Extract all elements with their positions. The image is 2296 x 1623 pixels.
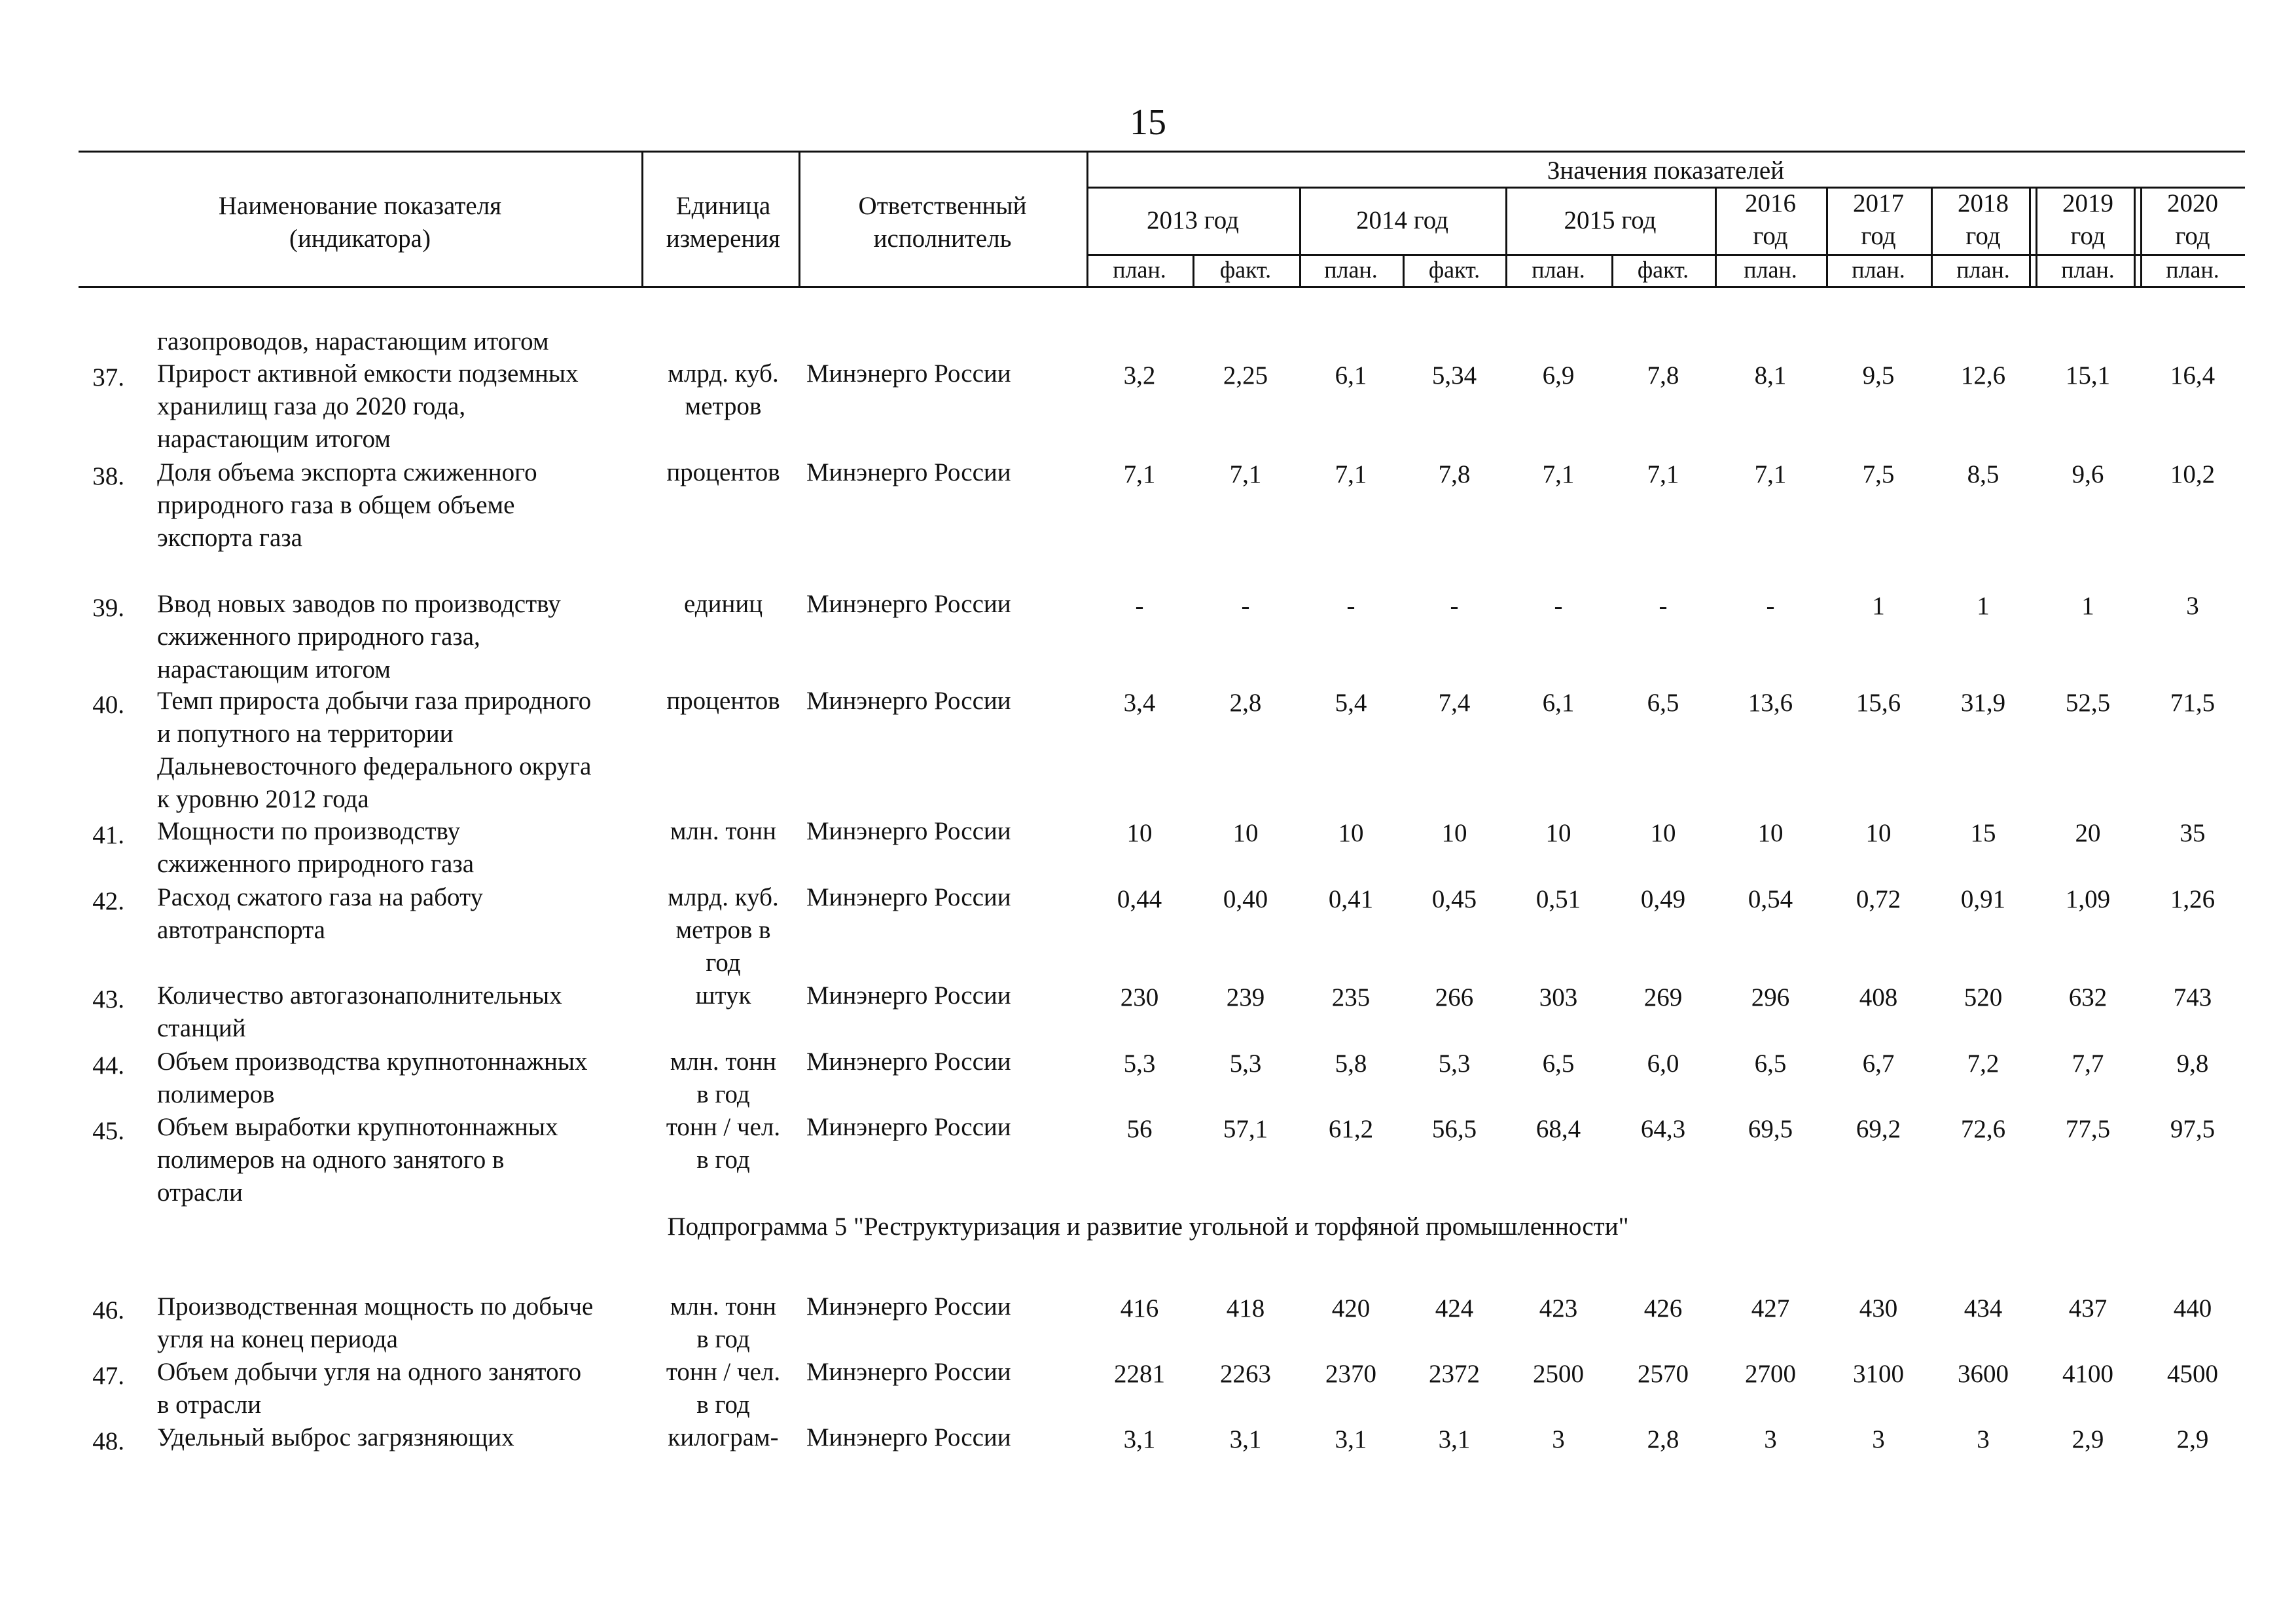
value-cell: 16,4: [2170, 361, 2215, 390]
row-number: 42.: [92, 887, 124, 915]
value-cell: 15,1: [2065, 361, 2111, 390]
value-cell: 10: [1545, 819, 1571, 847]
indicator-name: полимеров: [157, 1080, 275, 1108]
value-cell: -: [1450, 592, 1459, 620]
value-cell: 6,7: [1862, 1049, 1895, 1078]
value-cell: 3: [1552, 1425, 1565, 1453]
year-header-4: 2017: [1853, 189, 1904, 217]
value-cell: 8,1: [1754, 361, 1787, 390]
unit-cell: млрд. куб.: [668, 883, 779, 911]
value-cell: 1: [1872, 592, 1885, 620]
value-cell: 3,2: [1123, 361, 1156, 390]
unit-cell: млн. тонн: [670, 1292, 777, 1321]
value-cell: 12,6: [1960, 361, 2006, 390]
indicator-name: Дальневосточного федерального округа: [157, 752, 592, 780]
row-number: 38.: [92, 462, 124, 490]
indicator-name: хранилищ газа до 2020 года,: [157, 392, 466, 420]
value-cell: 2,9: [2072, 1425, 2104, 1453]
header-subheads-rule: [1086, 254, 2245, 256]
row-number: 46.: [92, 1296, 124, 1324]
responsible-cell: Минэнерго России: [806, 590, 1011, 618]
responsible-cell: Минэнерго России: [806, 1048, 1011, 1076]
value-cell: 418: [1226, 1294, 1265, 1322]
row-number: 41.: [92, 821, 124, 849]
unit-cell: метров в: [675, 916, 771, 944]
subhead-plan: план.: [2166, 257, 2219, 283]
indicator-name: Объем выработки крупнотоннажных: [157, 1113, 558, 1141]
unit-cell: млн. тонн: [670, 1048, 777, 1076]
responsible-cell: Минэнерго России: [806, 817, 1011, 845]
indicator-name: Объем добычи угля на одного занятого: [157, 1358, 582, 1386]
year-header-word-3: год: [1753, 222, 1788, 250]
unit-cell: единиц: [683, 590, 763, 618]
responsible-cell: Минэнерго России: [806, 1423, 1011, 1451]
value-cell: 7,4: [1438, 689, 1471, 717]
indicator-name: полимеров на одного занятого в: [157, 1146, 505, 1174]
value-cell: 235: [1331, 983, 1371, 1012]
continuation-text: газопроводов, нарастающим итогом: [157, 327, 549, 356]
indicator-name: к уровню 2012 года: [157, 785, 369, 813]
section-title: Подпрограмма 5 "Реструктуризация и развитие угольной и торфяной промышленности": [667, 1213, 1629, 1241]
value-cell: 7,5: [1862, 460, 1895, 488]
subhead-plan: план.: [1744, 257, 1797, 283]
responsible-cell: Минэнерго России: [806, 883, 1011, 911]
value-cell: -: [1346, 592, 1355, 620]
value-cell: 7,7: [2072, 1049, 2104, 1078]
col-name-header-sub: (индикатора): [289, 225, 431, 253]
value-cell: 2570: [1638, 1360, 1689, 1388]
value-cell: 6,1: [1335, 361, 1367, 390]
value-cell: 426: [1643, 1294, 1683, 1322]
value-cell: 2281: [1114, 1360, 1165, 1388]
year-divider: [1826, 187, 1828, 286]
unit-cell: тонн / чел.: [666, 1113, 781, 1141]
value-cell: 0,54: [1748, 885, 1793, 913]
indicator-name: Производственная мощность по добыче: [157, 1292, 594, 1321]
unit-cell: в год: [696, 1391, 750, 1419]
year-header-word-7: год: [2175, 222, 2210, 250]
responsible-cell: Минэнерго России: [806, 1358, 1011, 1386]
value-cell: 3,1: [1438, 1425, 1471, 1453]
col-unit-header-sub: измерения: [666, 225, 781, 253]
value-cell: 10: [1126, 819, 1153, 847]
page-number: 15: [1130, 102, 1166, 143]
value-cell: 1,09: [2065, 885, 2111, 913]
value-cell: 10: [1757, 819, 1784, 847]
value-cell: 269: [1643, 983, 1683, 1012]
value-cell: 6,5: [1647, 689, 1679, 717]
value-cell: 68,4: [1535, 1115, 1581, 1143]
value-cell: 3,1: [1229, 1425, 1262, 1453]
responsible-cell: Минэнерго России: [806, 687, 1011, 715]
value-cell: 3: [1764, 1425, 1777, 1453]
value-cell: 15: [1970, 819, 1996, 847]
unit-cell: процентов: [666, 687, 780, 715]
value-cell: -: [1554, 592, 1563, 620]
rule: [641, 151, 643, 286]
value-cell: 1: [2081, 592, 2094, 620]
value-cell: 5,4: [1335, 689, 1367, 717]
indicator-name: отрасли: [157, 1178, 243, 1207]
value-cell: 56: [1126, 1115, 1153, 1143]
value-cell: 9,6: [2072, 460, 2104, 488]
value-cell: 239: [1226, 983, 1265, 1012]
value-cell: 303: [1539, 983, 1578, 1012]
value-cell: 296: [1751, 983, 1790, 1012]
value-cell: -: [1135, 592, 1144, 620]
indicator-name: природного газа в общем объеме: [157, 491, 515, 519]
value-cell: 7,8: [1438, 460, 1471, 488]
value-cell: 10: [1650, 819, 1676, 847]
unit-cell: млрд. куб.: [668, 359, 779, 388]
year-header-1: 2014 год: [1356, 206, 1448, 234]
value-cell: 7,1: [1647, 460, 1679, 488]
value-cell: 430: [1859, 1294, 1898, 1322]
value-cell: 0,41: [1328, 885, 1374, 913]
year-header-2: 2015 год: [1564, 206, 1657, 234]
value-cell: 69,5: [1748, 1115, 1793, 1143]
value-cell: 423: [1539, 1294, 1578, 1322]
indicator-name: станций: [157, 1014, 246, 1042]
value-cell: 56,5: [1431, 1115, 1477, 1143]
value-cell: 15,6: [1856, 689, 1901, 717]
indicator-name: Расход сжатого газа на работу: [157, 883, 484, 911]
row-number: 45.: [92, 1117, 124, 1145]
value-cell: 427: [1751, 1294, 1790, 1322]
subhead-fact: факт.: [1637, 257, 1689, 283]
value-cell: 520: [1964, 983, 2003, 1012]
value-cell: 10,2: [2170, 460, 2215, 488]
value-cell: 7,1: [1542, 460, 1575, 488]
subhead-plan: план.: [1324, 257, 1378, 283]
subhead-plan: план.: [1956, 257, 2010, 283]
value-cell: 52,5: [2065, 689, 2111, 717]
value-cell: -: [1659, 592, 1668, 620]
value-cell: 0,72: [1856, 885, 1901, 913]
value-cell: 2370: [1325, 1360, 1376, 1388]
year-header-word-4: год: [1861, 222, 1896, 250]
year-header-3: 2016: [1745, 189, 1796, 217]
value-cell: 7,1: [1229, 460, 1262, 488]
value-cell: 4500: [2167, 1360, 2218, 1388]
unit-cell: штук: [695, 981, 751, 1010]
value-cell: 71,5: [2170, 689, 2215, 717]
value-cell: 6,5: [1542, 1049, 1575, 1078]
unit-cell: тонн / чел.: [666, 1358, 781, 1386]
indicator-name: Мощности по производству: [157, 817, 461, 845]
unit-cell: год: [706, 949, 741, 977]
col-name-header: Наименование показателя: [218, 192, 502, 220]
value-cell: 3: [2186, 592, 2199, 620]
indicator-name: нарастающим итогом: [157, 425, 391, 453]
value-cell: -: [1241, 592, 1250, 620]
value-cell: 230: [1120, 983, 1159, 1012]
indicator-name: Доля объема экспорта сжиженного: [157, 458, 537, 486]
value-cell: 434: [1964, 1294, 2003, 1322]
unit-cell: в год: [696, 1146, 750, 1174]
year-divider: [2036, 187, 2037, 286]
value-cell: 0,44: [1117, 885, 1162, 913]
value-cell: 3: [1872, 1425, 1885, 1453]
subhead-plan: план.: [1852, 257, 1905, 283]
indicator-name: Темп прироста добычи газа природного: [157, 687, 592, 715]
value-cell: 3100: [1853, 1360, 1904, 1388]
year-header-word-5: год: [1965, 222, 2001, 250]
value-cell: 31,9: [1960, 689, 2006, 717]
value-cell: 6,5: [1754, 1049, 1787, 1078]
value-cell: 3,1: [1335, 1425, 1367, 1453]
value-cell: 440: [2173, 1294, 2212, 1322]
value-cell: 2,9: [2176, 1425, 2209, 1453]
row-number: 39.: [92, 594, 124, 622]
year-header-5: 2018: [1958, 189, 2009, 217]
indicator-name: Удельный выброс загрязняющих: [157, 1423, 514, 1451]
value-cell: 5,3: [1438, 1049, 1471, 1078]
indicator-name: экспорта газа: [157, 524, 302, 552]
value-cell: 6,1: [1542, 689, 1575, 717]
value-cell: 72,6: [1960, 1115, 2006, 1143]
value-cell: 2700: [1745, 1360, 1796, 1388]
unit-cell: в год: [696, 1325, 750, 1353]
subhead-fact: факт.: [1219, 257, 1272, 283]
indicator-name: Объем производства крупнотоннажных: [157, 1048, 588, 1076]
year-header-0: 2013 год: [1147, 206, 1239, 234]
responsible-cell: Минэнерго России: [806, 359, 1011, 388]
indicator-name: Прирост активной емкости подземных: [157, 359, 579, 388]
responsible-cell: Минэнерго России: [806, 1292, 1011, 1321]
value-cell: 437: [2068, 1294, 2108, 1322]
year-header-6: 2019: [2062, 189, 2113, 217]
indicator-name: угля на конец периода: [157, 1325, 398, 1353]
row-number: 47.: [92, 1362, 124, 1390]
value-cell: -: [1766, 592, 1775, 620]
value-cell: 9,5: [1862, 361, 1895, 390]
value-cell: 7,2: [1967, 1049, 2000, 1078]
value-cell: 4100: [2062, 1360, 2113, 1388]
value-cell: 6,0: [1647, 1049, 1679, 1078]
value-cell: 10: [1441, 819, 1467, 847]
value-cell: 632: [2068, 983, 2108, 1012]
value-cell: 2,8: [1229, 689, 1262, 717]
subhead-divider: [1193, 254, 1194, 286]
year-divider: [1715, 187, 1717, 286]
indicator-name: и попутного на территории: [157, 720, 454, 748]
subhead-divider: [1611, 254, 1613, 286]
value-cell: 0,40: [1223, 885, 1268, 913]
indicator-name: Количество автогазонаполнительных: [157, 981, 562, 1010]
value-cell: 5,3: [1229, 1049, 1262, 1078]
row-number: 43.: [92, 985, 124, 1013]
value-cell: 9,8: [2176, 1049, 2209, 1078]
value-cell: 2372: [1429, 1360, 1480, 1388]
row-number: 48.: [92, 1427, 124, 1455]
header-bottom-rule: [79, 286, 2245, 288]
unit-cell: млн. тонн: [670, 817, 777, 845]
value-cell: 57,1: [1223, 1115, 1268, 1143]
row-number: 44.: [92, 1051, 124, 1080]
responsible-cell: Минэнерго России: [806, 981, 1011, 1010]
unit-cell: в год: [696, 1080, 750, 1108]
col-resp-header-sub: исполнитель: [873, 225, 1012, 253]
value-cell: 64,3: [1640, 1115, 1686, 1143]
row-number: 40.: [92, 691, 124, 719]
values-title: Значения показателей: [1547, 156, 1785, 185]
value-cell: 35: [2179, 819, 2206, 847]
value-cell: 420: [1331, 1294, 1371, 1322]
value-cell: 0,45: [1431, 885, 1477, 913]
value-cell: 408: [1859, 983, 1898, 1012]
unit-cell: килограм-: [668, 1423, 779, 1451]
value-cell: 416: [1120, 1294, 1159, 1322]
indicator-name: сжиженного природного газа: [157, 850, 475, 878]
value-cell: 0,91: [1960, 885, 2006, 913]
value-cell: 97,5: [2170, 1115, 2215, 1143]
value-cell: 7,1: [1123, 460, 1156, 488]
value-cell: 5,3: [1123, 1049, 1156, 1078]
year-header-7: 2020: [2167, 189, 2218, 217]
unit-cell: процентов: [666, 458, 780, 486]
value-cell: 10: [1232, 819, 1259, 847]
responsible-cell: Минэнерго России: [806, 458, 1011, 486]
subhead-plan: план.: [1532, 257, 1585, 283]
value-cell: 3600: [1958, 1360, 2009, 1388]
value-cell: 424: [1435, 1294, 1474, 1322]
value-cell: 7,8: [1647, 361, 1679, 390]
unit-cell: метров: [685, 392, 762, 420]
value-cell: 0,51: [1535, 885, 1581, 913]
value-cell: 77,5: [2065, 1115, 2111, 1143]
col-unit-header: Единица: [675, 192, 771, 220]
subhead-plan: план.: [2061, 257, 2115, 283]
value-cell: 3,1: [1123, 1425, 1156, 1453]
value-cell: 3: [1977, 1425, 1990, 1453]
value-cell: 7,1: [1754, 460, 1787, 488]
value-cell: 2,8: [1647, 1425, 1679, 1453]
value-cell: 10: [1338, 819, 1364, 847]
value-cell: 2,25: [1223, 361, 1268, 390]
indicator-name: Ввод новых заводов по производству: [157, 590, 561, 618]
value-cell: 13,6: [1748, 689, 1793, 717]
value-cell: 20: [2075, 819, 2101, 847]
value-cell: 5,34: [1431, 361, 1477, 390]
year-header-word-6: год: [2070, 222, 2106, 250]
indicator-name: нарастающим итогом: [157, 655, 391, 684]
indicator-name: автотранспорта: [157, 916, 325, 944]
value-cell: 6,9: [1542, 361, 1575, 390]
indicator-name: сжиженного природного газа,: [157, 623, 480, 651]
responsible-cell: Минэнерго России: [806, 1113, 1011, 1141]
subhead-divider: [1403, 254, 1405, 286]
value-cell: 2263: [1220, 1360, 1271, 1388]
value-cell: 1,26: [2170, 885, 2215, 913]
value-cell: 0,49: [1640, 885, 1686, 913]
value-cell: 69,2: [1856, 1115, 1901, 1143]
year-divider: [2140, 187, 2142, 286]
value-cell: 2500: [1533, 1360, 1584, 1388]
value-cell: 8,5: [1967, 460, 2000, 488]
value-cell: 61,2: [1328, 1115, 1374, 1143]
value-cell: 743: [2173, 983, 2212, 1012]
indicator-name: в отрасли: [157, 1391, 262, 1419]
value-cell: 3,4: [1123, 689, 1156, 717]
value-cell: 266: [1435, 983, 1474, 1012]
value-cell: 1: [1977, 592, 1990, 620]
header-top-rule: [79, 151, 2245, 153]
row-number: 37.: [92, 363, 124, 392]
value-cell: 10: [1865, 819, 1892, 847]
value-cell: 7,1: [1335, 460, 1367, 488]
col-resp-header: Ответственный: [858, 192, 1027, 220]
subhead-plan: план.: [1113, 257, 1166, 283]
year-divider: [1931, 187, 1933, 286]
subhead-fact: факт.: [1428, 257, 1480, 283]
rule: [798, 151, 800, 286]
value-cell: 5,8: [1335, 1049, 1367, 1078]
